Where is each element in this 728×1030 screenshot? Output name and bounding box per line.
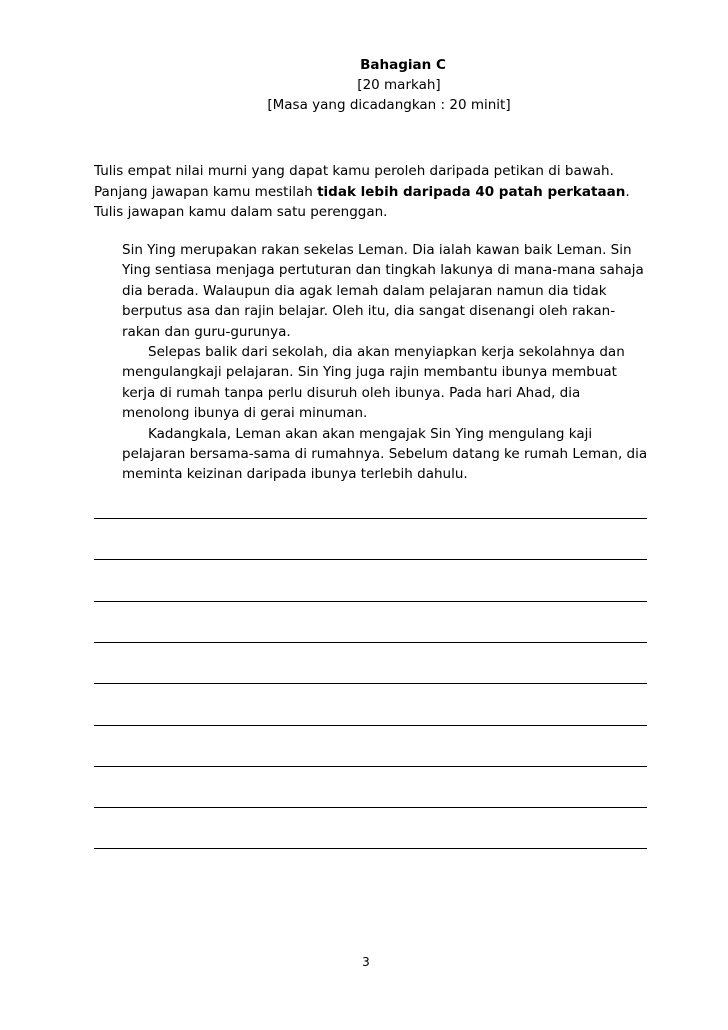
answer-line[interactable] <box>94 807 647 808</box>
answer-line[interactable] <box>94 601 647 602</box>
section-header <box>0 55 728 115</box>
instruction-word-limit: tidak lebih daripada 40 patah perkataan <box>317 183 626 200</box>
passage-line: Ying sentiasa menjaga pertuturan dan tingkah lakunya di mana-mana sahaja <box>122 262 644 279</box>
instructions <box>94 161 694 223</box>
passage-line: pelajaran bersama-sama di rumahnya. Sebelum datang ke rumah Leman, dia <box>122 446 648 463</box>
page-number-value: 3 <box>362 955 370 969</box>
passage-line: dia berada. Walaupun dia agak lemah dalam pelajaran namun dia tidak <box>122 282 607 299</box>
section-title: Bahagian C <box>360 57 446 73</box>
passage-line: Kadangkala, Leman akan akan mengajak Sin Ying mengulang kaji <box>148 425 593 442</box>
reading-passage <box>122 240 662 485</box>
passage-paragraph-1 <box>122 240 662 342</box>
section-marks: [20 markah] <box>357 77 441 93</box>
page-number <box>0 955 728 969</box>
passage-line: meminta keizinan daripada ibunya terlebih dahulu. <box>122 466 468 483</box>
passage-line: berputus asa dan rajin belajar. Oleh itu, dia sangat disenangi oleh rakan- <box>122 303 616 320</box>
answer-line[interactable] <box>94 642 647 643</box>
passage-paragraph-2 <box>122 342 662 424</box>
instruction-line-2-suffix: . <box>625 183 630 200</box>
section-time: [Masa yang dicadangkan : 20 minit] <box>267 97 511 113</box>
passage-line: menolong ibunya di gerai minuman. <box>122 405 368 422</box>
answer-line[interactable] <box>94 518 647 519</box>
instruction-line-3: Tulis jawapan kamu dalam satu perenggan. <box>94 204 388 220</box>
passage-line: Sin Ying merupakan rakan sekelas Leman. Dia ialah kawan baik Leman. Sin <box>122 242 632 258</box>
answer-line[interactable] <box>94 725 647 726</box>
answer-line[interactable] <box>94 766 647 767</box>
passage-line: mengulangkaji pelajaran. Sin Ying juga rajin membantu ibunya membuat <box>122 364 617 381</box>
instruction-line-1: Tulis empat nilai murni yang dapat kamu peroleh daripada petikan di bawah. <box>94 163 614 179</box>
answer-line[interactable] <box>94 559 647 560</box>
passage-line: kerja di rumah tanpa perlu disuruh oleh ibunya. Pada hari Ahad, dia <box>122 384 581 401</box>
passage-line: rakan dan guru-gurunya. <box>122 323 291 340</box>
answer-line[interactable] <box>94 683 647 684</box>
answer-line[interactable] <box>94 848 647 849</box>
passage-paragraph-3 <box>122 424 662 485</box>
instruction-line-2 <box>94 182 694 203</box>
instruction-line-2-prefix: Panjang jawapan kamu mestilah <box>94 183 318 200</box>
passage-line: Selepas balik dari sekolah, dia akan menyiapkan kerja sekolahnya dan <box>148 344 625 361</box>
